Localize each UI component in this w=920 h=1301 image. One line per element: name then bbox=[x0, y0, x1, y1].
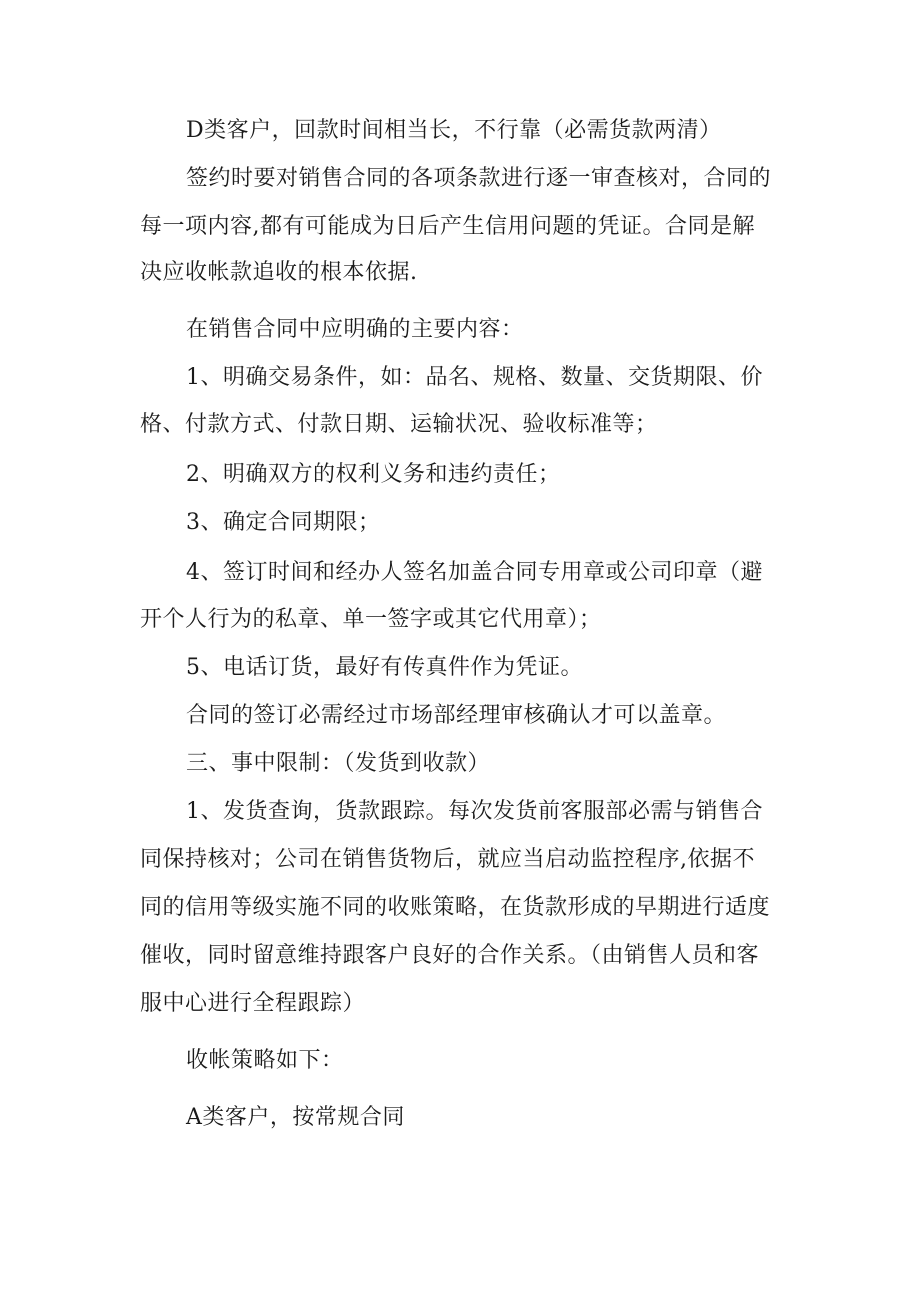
text-line-a-class-customer: A类客户，按常规合同 bbox=[186, 1105, 405, 1130]
text-line-shipment-cont-3: 催收，同时留意维持跟客户良好的合作关系。（由销售人员和客 bbox=[140, 943, 760, 968]
text-line-item-1-cont: 格、付款方式、付款日期、运输状况、验收标准等； bbox=[140, 412, 658, 437]
text-line-shipment-cont-1: 同保持核对；公司在销售货物后，就应当启动监控程序,依据不 bbox=[140, 847, 755, 872]
text-line-item-5: 5、电话订货，最好有传真件作为凭证。 bbox=[186, 655, 583, 680]
text-line-item-2: 2、明确双方的权利义务和违约责任； bbox=[186, 462, 561, 487]
text-line-collection-strategy: 收帐策略如下： bbox=[186, 1048, 344, 1073]
section-heading-mid-control: 三、事中限制：（发货到收款） bbox=[186, 751, 491, 776]
text-line-item-4-cont: 开个人行为的私章、单一签字或其它代用章）； bbox=[140, 607, 602, 632]
text-line-item-3: 3、确定合同期限； bbox=[186, 510, 381, 535]
text-line-shipment-cont-4: 服中心进行全程跟踪） bbox=[140, 991, 366, 1016]
text-line-main-contents: 在销售合同中应明确的主要内容： bbox=[186, 317, 524, 342]
text-line-basis: 决应收帐款追收的根本依据. bbox=[140, 260, 418, 285]
text-line-shipment-cont-2: 同的信用等级实施不同的收账策略，在货款形成的早期进行适度 bbox=[140, 895, 771, 920]
text-line-signing-review: 签约时要对销售合同的各项条款进行逐一审查核对，合同的 bbox=[186, 166, 772, 191]
text-line-shipment-tracking: 1、发货查询，货款跟踪。每次发货前客服部必需与销售合 bbox=[186, 799, 763, 824]
text-line-item-4: 4、签订时间和经办人签名加盖合同专用章或公司印章（避 bbox=[186, 560, 763, 585]
text-line-item-1: 1、明确交易条件，如：品名、规格、数量、交货期限、价 bbox=[186, 365, 763, 390]
text-line-contract-items: 每一项内容,都有可能成为日后产生信用问题的凭证。合同是解 bbox=[140, 214, 755, 239]
text-line-d-class-customer: D类客户，回款时间相当长，不行靠（必需货款两清） bbox=[186, 118, 722, 143]
text-line-approval: 合同的签订必需经过市场部经理审核确认才可以盖章。 bbox=[186, 703, 727, 728]
